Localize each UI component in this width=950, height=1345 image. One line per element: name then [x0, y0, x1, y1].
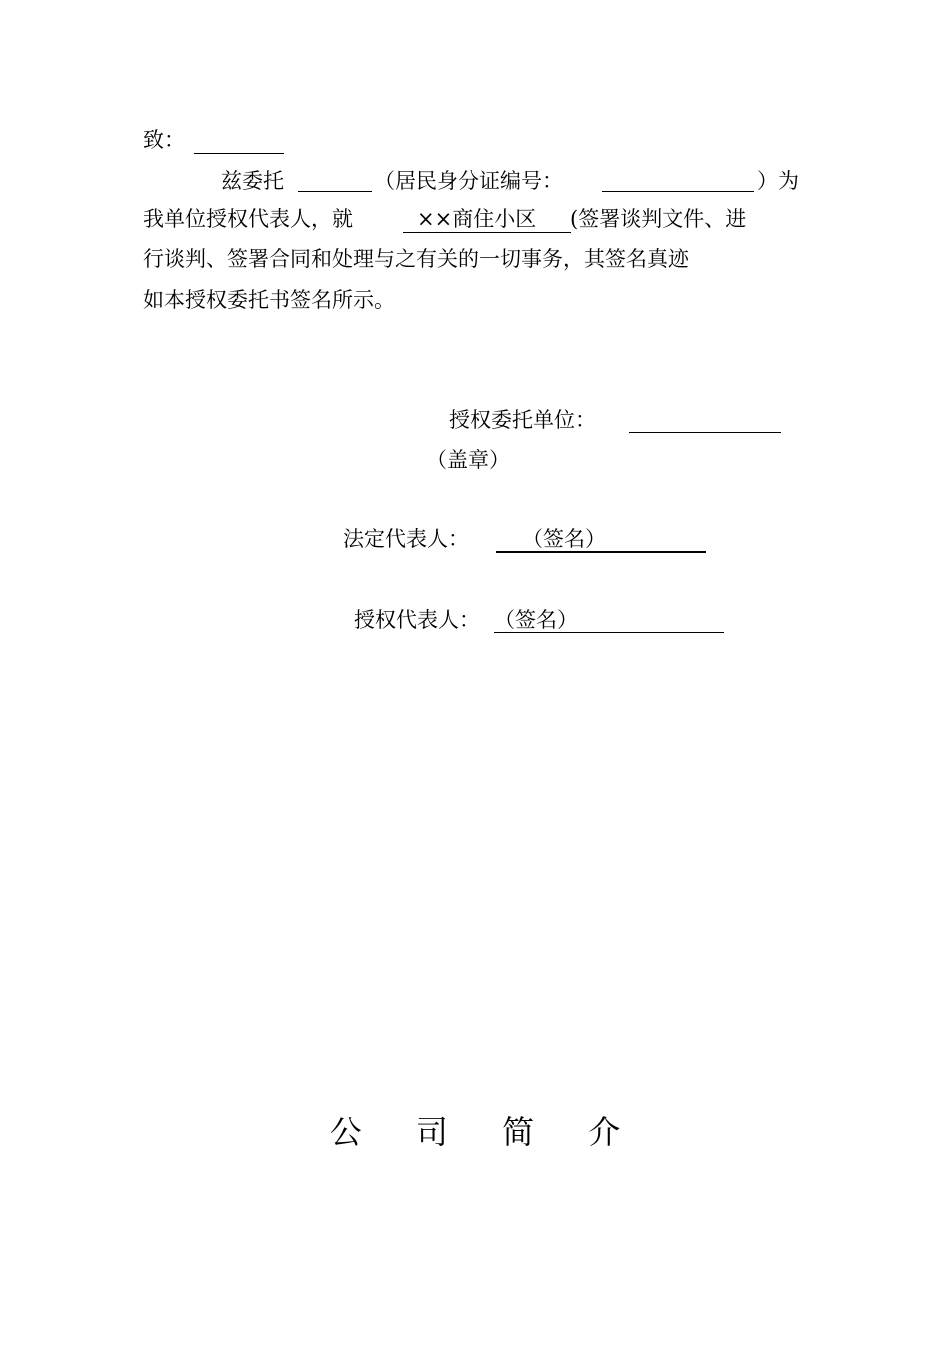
- seal-label: （盖章）: [426, 448, 510, 472]
- id-close-text: ）为: [757, 169, 799, 193]
- scope-text-middle: 行谈判、签署合同和处理与之有关的一切事务，其签名真迹: [143, 247, 689, 271]
- id-number-label: （居民身分证编号：: [374, 169, 563, 193]
- auth-rep-text: 我单位授权代表人，就: [143, 207, 353, 231]
- entrusting-unit-label: 授权委托单位：: [449, 408, 596, 432]
- delegate-name-blank[interactable]: [298, 191, 372, 192]
- company-profile-title: 公 司 简 介: [329, 1113, 643, 1151]
- project-name: ××商住小区: [403, 205, 571, 233]
- authorized-rep-signature: （签名）: [494, 608, 578, 632]
- scope-text-end: 如本授权委托书签名所示。: [143, 288, 395, 312]
- id-number-blank[interactable]: [602, 191, 754, 192]
- legal-rep-label: 法定代表人：: [343, 527, 469, 551]
- to-label: 致：: [143, 128, 185, 152]
- entrusting-unit-blank[interactable]: [629, 432, 781, 433]
- authorized-rep-label: 授权代表人：: [354, 608, 480, 632]
- scope-text-start: (签署谈判文件、进: [570, 207, 747, 231]
- legal-rep-signature: （签名）: [522, 527, 606, 551]
- entrust-text: 兹委托: [221, 169, 284, 193]
- to-recipient-blank[interactable]: [194, 153, 284, 154]
- legal-rep-signature-line[interactable]: [496, 551, 706, 553]
- authorized-rep-signature-line[interactable]: [494, 632, 724, 633]
